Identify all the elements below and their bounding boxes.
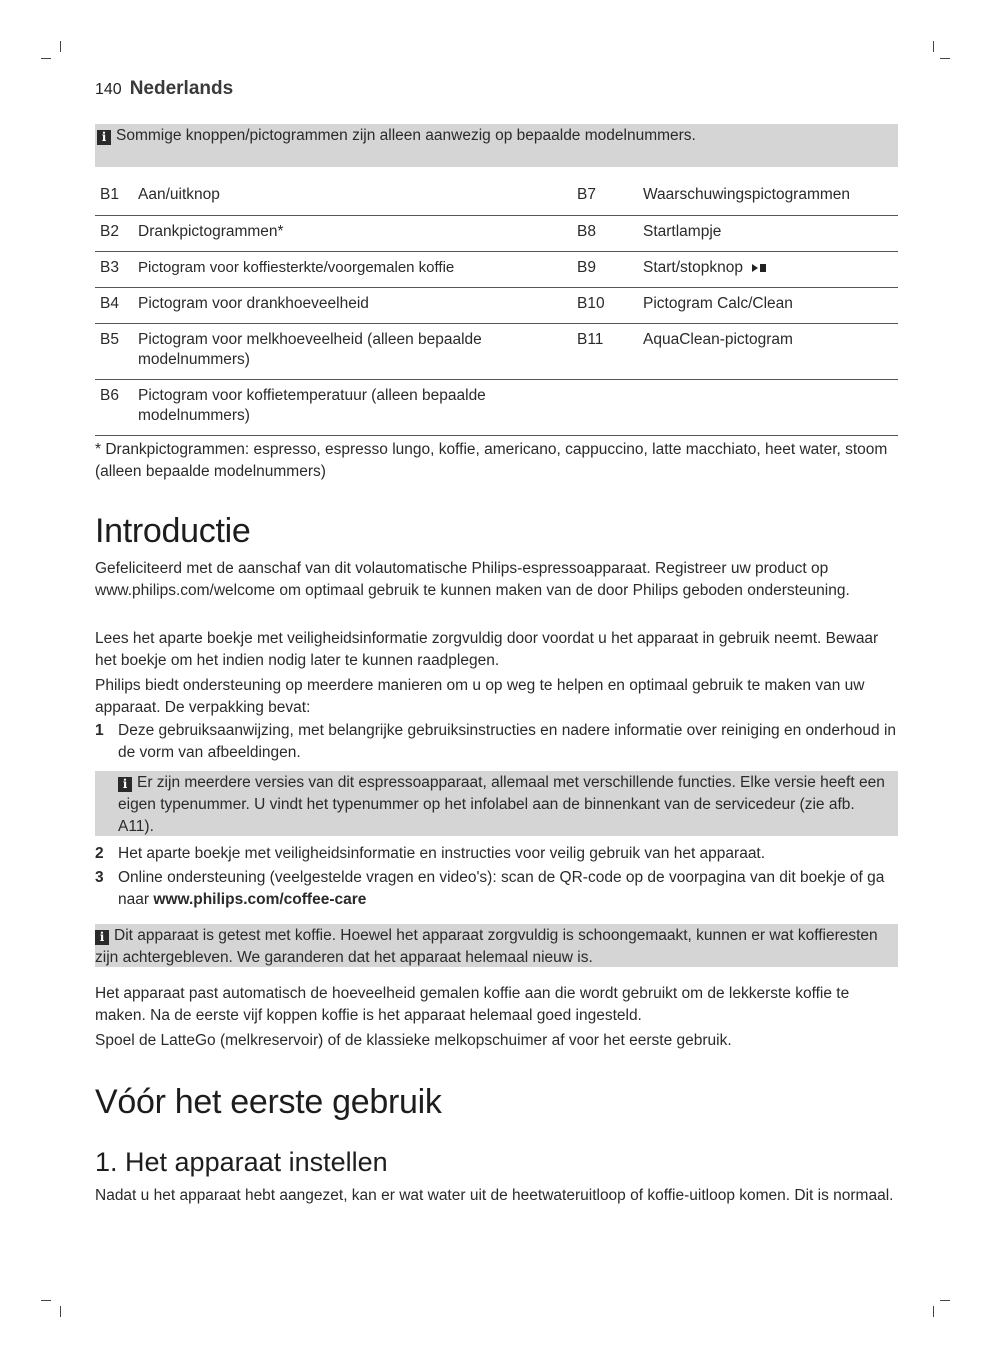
section-title-first-use: Vóór het eerste gebruik (95, 1083, 442, 1121)
list-item (95, 843, 898, 865)
list-item-text: Deze gebruiksaanwijzing, met belangrijke gebruiksinstructies en nadere informatie over reiniging en onderhoud in de vorm van afbeeldingen. (118, 722, 897, 761)
part-code: B6 (100, 386, 119, 404)
table-row (95, 179, 898, 215)
part-label: Pictogram voor koffietemperatuur (alleen bepaalde modelnummers) (138, 386, 486, 424)
info-note-versions (95, 771, 898, 836)
list-item-text: Het aparte boekje met veiligheidsinformatie en instructies voor veilig gebruik van het apparaat. (118, 845, 766, 862)
list-number: 2 (95, 845, 104, 862)
parts-table (95, 179, 898, 436)
info-note-text: Dit apparaat is getest met koffie. Hoewel het apparaat zorgvuldig is schoongemaakt, kunnen er wat koffieresten zijn achtergebleven. We garanderen dat het apparaat helemaal nieuw is. (95, 927, 878, 966)
part-label: Aan/uitknop (138, 186, 220, 203)
part-code: B7 (577, 186, 596, 203)
part-label: AquaClean-pictogram (643, 330, 793, 348)
info-icon: i (97, 130, 111, 145)
info-icon: i (118, 777, 132, 792)
list-number: 1 (95, 722, 104, 739)
paragraph: Spoel de LatteGo (melkreservoir) of de klassieke melkopschuimer af voor het eerste gebruik. (95, 1032, 732, 1049)
page-number: 140 (95, 81, 122, 98)
list-item (95, 867, 898, 911)
table-row (95, 379, 898, 435)
crop-mark (41, 1300, 51, 1301)
part-label: Startlampje (643, 222, 722, 240)
play-pause-icon (751, 263, 767, 273)
table-row (95, 251, 898, 287)
info-note-tested (95, 924, 898, 967)
info-note-text: Sommige knoppen/pictogrammen zijn alleen aanwezig op bepaalde modelnummers. (116, 127, 696, 144)
part-label: Waarschuwingspictogrammen (643, 186, 851, 203)
paragraph: Lees het aparte boekje met veiligheidsinformatie zorgvuldig door voordat u het apparaat in gebruik neemt. Bewaar het boekje om het indien nodig later te kunnen raadplegen. (95, 630, 879, 669)
part-label: Pictogram Calc/Clean (643, 294, 793, 312)
part-code: B3 (100, 258, 119, 276)
part-code: B8 (577, 222, 596, 240)
list-item-text: Online ondersteuning (veelgestelde vragen en video's): scan de QR-code op de voorpagina van dit boekje of ga naar (118, 869, 885, 908)
info-note-models (95, 124, 898, 167)
paragraph: Philips biedt ondersteuning op meerdere manieren om u op weg te helpen en optimaal gebruik te maken van uw apparaat. De verpakking bevat: (95, 677, 865, 716)
footnote: * Drankpictogrammen: espresso, espresso lungo, koffie, americano, cappuccino, latte macchiato, heet water, stoom (alleen bepaalde modelnummers) (95, 441, 888, 480)
part-label: Drankpictogrammen* (138, 222, 284, 240)
coffee-care-link[interactable]: www.philips.com/coffee-care (153, 891, 367, 908)
table-row (95, 215, 898, 251)
paragraph: Gefeliciteerd met de aanschaf van dit volautomatische Philips-espressoapparaat. Registreer uw product op www.philips.com/welcome om optimaal gebruik te kunnen maken van de door Philips geboden ondersteuning. (95, 560, 850, 599)
crop-mark (60, 41, 61, 52)
part-label: Pictogram voor drankhoeveelheid (138, 294, 369, 312)
crop-mark (933, 41, 934, 52)
info-note-text: Er zijn meerdere versies van dit espressoapparaat, allemaal met verschillende functies. Elke versie heeft een eigen typenummer. U vindt het typenummer op het infolabel aan de binnenkant van de servicedeur (zie afb. A11). (118, 774, 885, 835)
subsection-title: 1. Het apparaat instellen (95, 1147, 388, 1177)
crop-mark (940, 58, 950, 59)
crop-mark (940, 1300, 950, 1301)
table-row (95, 323, 898, 379)
part-code: B5 (100, 330, 119, 348)
crop-mark (60, 1306, 61, 1317)
table-row (95, 287, 898, 323)
paragraph: Nadat u het apparaat hebt aangezet, kan er wat water uit de heetwateruitloop of koffie-uitloop komen. Dit is normaal. (95, 1187, 894, 1204)
language-label: Nederlands (129, 78, 234, 99)
list-item (95, 720, 898, 764)
part-code: B1 (100, 186, 119, 203)
list-item-text-wrap (118, 867, 898, 911)
part-code: B10 (577, 294, 605, 312)
crop-mark (41, 58, 51, 59)
part-code: B2 (100, 222, 119, 240)
part-code: B4 (100, 294, 119, 312)
part-code: B9 (577, 258, 596, 276)
crop-mark (933, 1306, 934, 1317)
list-number: 3 (95, 869, 104, 886)
paragraph: Het apparaat past automatisch de hoeveelheid gemalen koffie aan die wordt gebruikt om de lekkerste koffie te maken. Na de eerste vijf koppen koffie is het apparaat helemaal goed ingesteld. (95, 985, 850, 1024)
part-label-cell (643, 251, 898, 287)
part-label (643, 379, 898, 435)
part-label: Pictogram voor melkhoeveelheid (alleen bepaalde modelnummers) (138, 330, 482, 368)
section-title-introductie: Introductie (95, 512, 251, 550)
info-icon: i (95, 930, 109, 945)
part-code: B11 (577, 330, 604, 348)
part-code (577, 379, 643, 435)
running-header (95, 78, 233, 100)
part-label: Pictogram voor koffiesterkte/voorgemalen koffie (138, 258, 455, 276)
part-label: Start/stopknop (643, 258, 743, 276)
